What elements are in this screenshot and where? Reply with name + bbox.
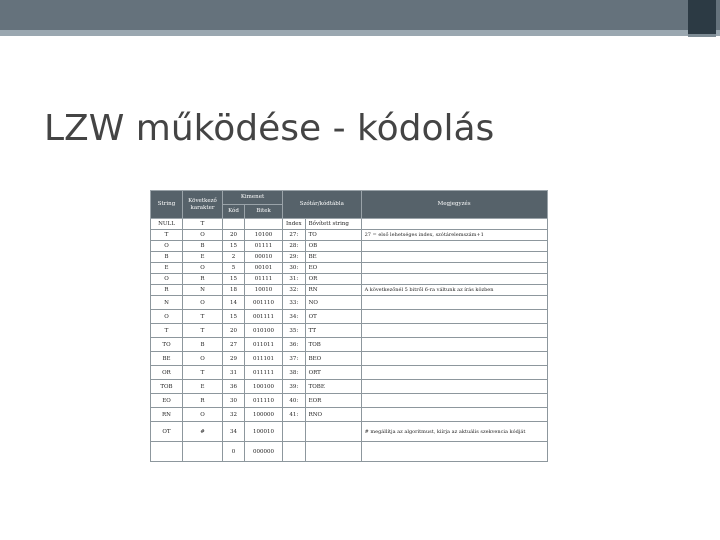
cell-next [183,442,223,462]
cell-index: 30: [283,263,306,274]
cell-string: OT [151,422,183,442]
cell-code: 15 [223,310,245,324]
header-code: Kód [223,205,245,219]
cell-index: 31: [283,274,306,285]
cell-bits: 011101 [245,352,283,366]
top-band-dark [0,0,720,30]
cell-string: O [151,274,183,285]
cell-comment [361,338,547,352]
cell-entry [305,422,361,442]
cell-next: E [183,380,223,394]
cell-index: 41: [283,408,306,422]
cell-string: RN [151,408,183,422]
cell-index [283,422,306,442]
cell-code: 18 [223,285,245,296]
cell-code: 0 [223,442,245,462]
table-row [151,263,548,274]
cell-comment [361,252,547,263]
header-bits: Bitek [245,205,283,219]
cell-next: O [183,263,223,274]
top-band-light [0,30,720,36]
cell-code: 2 [223,252,245,263]
cell-comment: # megállítja az algoritmust, kiírja az aktuális szekvencia kódját [361,422,547,442]
cell-code: 30 [223,394,245,408]
corner-block [688,0,716,34]
cell-code: 15 [223,274,245,285]
subheader-index: Index [283,219,306,230]
cell-bits: 10100 [245,230,283,241]
cell-entry: BE [305,252,361,263]
cell-next: O [183,408,223,422]
cell-entry [305,442,361,462]
cell-index: 37: [283,352,306,366]
table-row [151,219,548,230]
header-string: String [151,191,183,219]
table-row [151,296,548,310]
header-next-char: Következő karakter [183,191,223,219]
cell-entry: EO [305,263,361,274]
cell-bits [245,219,283,230]
cell-index: 38: [283,366,306,380]
cell-comment [361,380,547,394]
cell-string: E [151,263,183,274]
cell-code: 27 [223,338,245,352]
cell-next: R [183,394,223,408]
corner-accent [688,34,716,37]
table-row [151,274,548,285]
cell-index: 40: [283,394,306,408]
cell-next: O [183,230,223,241]
cell-comment: 27 = első lehetséges index, szótárelemszám+1 [361,230,547,241]
cell-bits: 01111 [245,241,283,252]
header-dictionary: Szótár/kódtábla [283,191,362,219]
cell-entry: BEO [305,352,361,366]
cell-bits: 011110 [245,394,283,408]
cell-string: B [151,252,183,263]
cell-string: EO [151,394,183,408]
cell-index: 35: [283,324,306,338]
table-row [151,394,548,408]
cell-index: 27: [283,230,306,241]
cell-comment [361,296,547,310]
cell-string: NULL [151,219,183,230]
cell-entry: ORT [305,366,361,380]
cell-next: T [183,310,223,324]
cell-string: BE [151,352,183,366]
cell-next: B [183,338,223,352]
cell-string: T [151,324,183,338]
cell-next: R [183,274,223,285]
slide-title: LZW működése - kódolás [44,108,495,149]
cell-entry: OR [305,274,361,285]
table-row [151,338,548,352]
cell-bits: 011011 [245,338,283,352]
cell-next: B [183,241,223,252]
table-row [151,230,548,241]
cell-string: R [151,285,183,296]
cell-string: OR [151,366,183,380]
table-row [151,442,548,462]
cell-comment [361,324,547,338]
cell-code: 14 [223,296,245,310]
cell-index: 36: [283,338,306,352]
cell-entry: RN [305,285,361,296]
cell-comment: A következőnél 5 bitről 6-ra váltunk az írás közben [361,285,547,296]
cell-code: 15 [223,241,245,252]
table-row [151,241,548,252]
cell-string: T [151,230,183,241]
cell-next: O [183,296,223,310]
subheader-entry: Bővített string [305,219,361,230]
cell-index: 32: [283,285,306,296]
table-row [151,380,548,394]
cell-next: T [183,219,223,230]
cell-bits: 000000 [245,442,283,462]
cell-code: 20 [223,230,245,241]
cell-next: T [183,324,223,338]
cell-entry: NO [305,296,361,310]
cell-entry: RNO [305,408,361,422]
cell-code: 36 [223,380,245,394]
top-band [0,0,720,36]
table-row [151,422,548,442]
lzw-table [150,190,548,462]
table-row [151,310,548,324]
header-comment: Megjegyzés [361,191,547,219]
cell-code: 20 [223,324,245,338]
cell-next: # [183,422,223,442]
table-row [151,285,548,296]
cell-next: E [183,252,223,263]
table-row [151,408,548,422]
cell-index: 33: [283,296,306,310]
cell-code: 31 [223,366,245,380]
cell-entry: TOBE [305,380,361,394]
table-row [151,352,548,366]
cell-index: 28: [283,241,306,252]
cell-entry: TOB [305,338,361,352]
cell-bits: 100100 [245,380,283,394]
cell-string: TOB [151,380,183,394]
cell-index: 29: [283,252,306,263]
cell-next: O [183,352,223,366]
cell-index: 39: [283,380,306,394]
cell-string: N [151,296,183,310]
cell-bits: 011111 [245,366,283,380]
table-row [151,324,548,338]
cell-code: 34 [223,422,245,442]
cell-bits: 01111 [245,274,283,285]
cell-entry: TO [305,230,361,241]
table-row [151,366,548,380]
cell-entry: TT [305,324,361,338]
cell-comment [361,263,547,274]
cell-string: O [151,241,183,252]
cell-bits: 010100 [245,324,283,338]
cell-code: 5 [223,263,245,274]
cell-bits: 00010 [245,252,283,263]
cell-comment [361,408,547,422]
cell-comment [361,442,547,462]
cell-string [151,442,183,462]
cell-bits: 10010 [245,285,283,296]
cell-index [283,442,306,462]
cell-comment [361,366,547,380]
cell-bits: 100010 [245,422,283,442]
cell-entry: OT [305,310,361,324]
cell-bits: 00101 [245,263,283,274]
cell-next: N [183,285,223,296]
cell-string: TO [151,338,183,352]
cell-next: T [183,366,223,380]
cell-entry: EOR [305,394,361,408]
cell-bits: 001110 [245,296,283,310]
cell-bits: 100000 [245,408,283,422]
cell-comment [361,394,547,408]
cell-string: O [151,310,183,324]
cell-comment [361,274,547,285]
cell-bits: 001111 [245,310,283,324]
cell-code: 29 [223,352,245,366]
cell-code: 32 [223,408,245,422]
table-row [151,252,548,263]
cell-index: 34: [283,310,306,324]
table-body [151,219,548,462]
cell-comment [361,241,547,252]
cell-comment [361,310,547,324]
cell-entry: OB [305,241,361,252]
header-output: Kimenet [223,191,283,205]
cell-comment [361,352,547,366]
cell-comment [361,219,547,230]
cell-code [223,219,245,230]
